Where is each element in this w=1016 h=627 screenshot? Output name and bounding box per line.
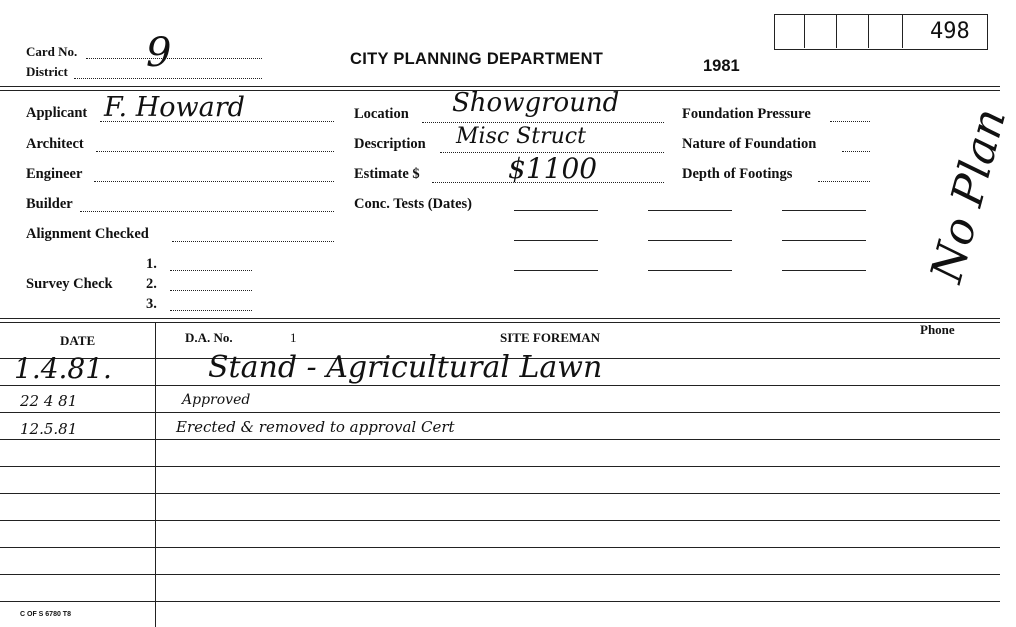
number-box-divider [902,14,903,48]
log-entry-date: 1.4.81. [14,352,112,385]
builder-line [80,211,334,212]
foundation-pressure-label: Foundation Pressure [682,106,811,122]
conc-tests-label: Conc. Tests (Dates) [354,196,473,212]
card-no-label: Card No. [26,44,78,59]
survey-num-3: 3. [146,296,157,312]
table-row-line [0,412,1000,413]
conc-date-line [782,270,866,271]
conc-date-line [514,210,598,211]
survey-check-label: Survey Check [26,276,113,292]
survey-num-2: 2. [146,276,157,292]
estimate-label: Estimate $ [354,166,420,182]
log-entry-text: Erected & removed to approval Cert [176,418,455,436]
district-label: District [26,64,68,79]
nature-of-foundation-line [842,151,870,152]
conc-date-line [514,270,598,271]
da-no-header: D.A. No. [185,330,233,345]
log-entry-text: Stand - Agricultural Lawn [208,350,603,385]
conc-date-line [782,240,866,241]
alignment-label: Alignment Checked [26,226,149,242]
depth-of-footings-label: Depth of Footings [682,166,793,182]
conc-date-line [648,210,732,211]
date-column-divider [155,322,156,627]
table-row-line [0,574,1000,575]
depth-of-footings-line [818,181,870,182]
survey-num-1: 1. [146,256,157,272]
table-row-line [0,385,1000,386]
conc-date-line [782,210,866,211]
margin-note: No Plan [921,103,1016,288]
conc-date-line [648,270,732,271]
table-row-line [0,439,1000,440]
foundation-pressure-line [830,121,870,122]
table-row-line [0,520,1000,521]
table-row-line [0,547,1000,548]
header-rule [0,86,1000,87]
district-line [74,78,262,79]
da-no-value: 1 [290,330,297,345]
conc-date-line [514,240,598,241]
architect-line [96,151,334,152]
engineer-label: Engineer [26,166,83,182]
card-number: 498 [930,19,970,44]
table-top-rule-inner [0,322,1000,323]
estimate-value: $1100 [508,152,598,185]
description-label: Description [354,136,426,152]
architect-label: Architect [26,136,84,152]
survey-line-2 [170,290,252,291]
form-code: C OF S 6780 T8 [20,611,71,618]
number-box-divider [836,14,837,48]
phone-header: Phone [920,322,955,337]
nature-of-foundation-label: Nature of Foundation [682,136,817,152]
location-label: Location [354,106,409,122]
description-value: Misc Struct [456,124,586,149]
applicant-label: Applicant [26,105,88,121]
table-top-rule [0,318,1000,319]
applicant-value: F. Howard [104,92,245,123]
number-box-divider [804,14,805,48]
location-value: Showground [452,88,620,118]
log-entry-date: 12.5.81 [20,420,78,438]
number-box-divider [868,14,869,48]
table-row-line [0,493,1000,494]
table-row-line [0,466,1000,467]
builder-label: Builder [26,196,73,212]
survey-line-1 [170,270,252,271]
card-no-line [86,58,262,59]
location-line [422,122,664,123]
log-entry-date: 22 4 81 [20,392,78,410]
alignment-line [172,241,334,242]
year: 1981 [703,57,740,75]
card-no-value: 9 [146,30,172,76]
date-header: DATE [60,333,96,348]
conc-date-line [648,240,732,241]
log-entry-text: Approved [182,392,251,408]
engineer-line [94,181,334,182]
site-foreman-header: SITE FOREMAN [500,330,601,345]
page-title: CITY PLANNING DEPARTMENT [350,50,604,68]
table-row-line [0,601,1000,602]
survey-line-3 [170,310,252,311]
